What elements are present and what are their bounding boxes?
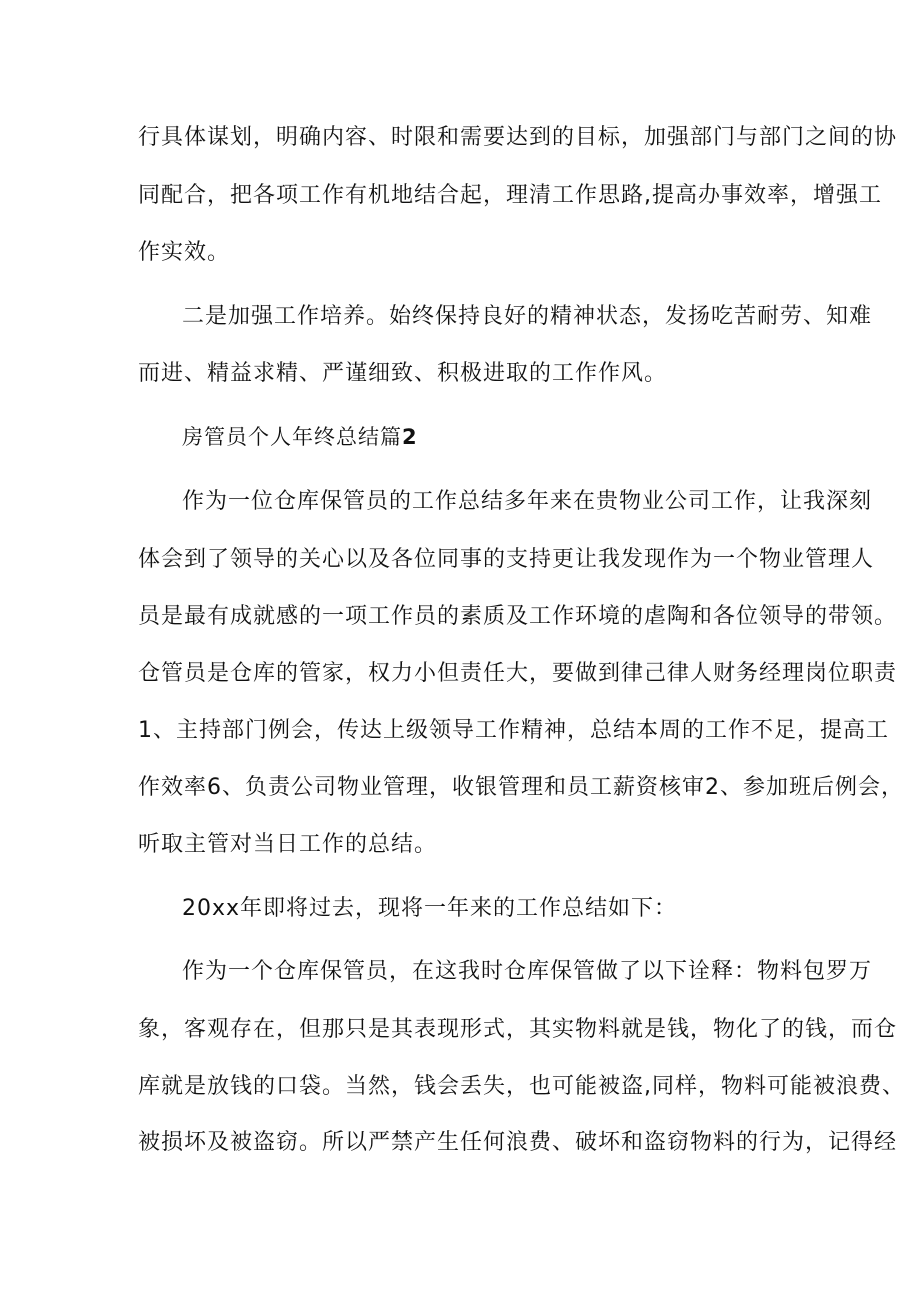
section-heading: [182, 422, 418, 452]
paragraph-line: 被损坏及被盗窃。所以严禁产生任何浪费、破坏和盗窃物料的行为，记得经: [138, 1130, 898, 1155]
paragraph-line: 作为一位仓库保管员的工作总结多年来在贵物业公司工作，让我深刻: [182, 489, 873, 514]
paragraph-line: 体会到了领导的关心以及各位同事的支持更让我发现作为一个物业管理人: [138, 547, 875, 572]
paragraph-line: 作为一个仓库保管员，在这我时仓库保管做了以下诠释：物料包罗万: [182, 959, 873, 984]
paragraph-line: 作效率6、负责公司物业管理，收银管理和员工薪资核审2、参加班后例会，: [138, 775, 904, 800]
paragraph-line: 20xx年即将过去，现将一年来的工作总结如下：: [182, 896, 678, 921]
paragraph-line: 库就是放钱的口袋。当然，钱会丢失，也可能被盗,同样，物料可能被浪费、: [138, 1074, 905, 1099]
paragraph-line: 二是加强工作培养。始终保持良好的精神状态，发扬吃苦耐劳、知难: [182, 304, 873, 329]
paragraph-line: 仓管员是仓库的管家，权力小但责任大，要做到律己律人财务经理岗位职责: [138, 661, 898, 686]
paragraph-line: 同配合，把各项工作有机地结合起，理清工作思路,提高办事效率，增强工: [138, 183, 882, 208]
paragraph-line: 而进、精益求精、严谨细致、积极进取的工作作风。: [138, 361, 668, 386]
section-heading-text: 房管员个人年终总结篇: [182, 425, 402, 449]
paragraph-line: 听取主管对当日工作的总结。: [138, 832, 438, 857]
paragraph-line: 作实效。: [138, 240, 231, 265]
section-heading-number: 2: [402, 425, 418, 449]
paragraph-line: 1、主持部门例会，传达上级领导工作精神，总结本周的工作不足，提高工: [138, 718, 889, 743]
paragraph-line: 行具体谋划，明确内容、时限和需要达到的目标，加强部门与部门之间的协: [138, 125, 898, 150]
paragraph-line: 象，客观存在，但那只是其表现形式，其实物料就是钱，物化了的钱，而仓: [138, 1017, 898, 1042]
paragraph-line: 员是最有成就感的一项工作员的素质及工作环境的虐陶和各位领导的带领。: [138, 604, 898, 629]
